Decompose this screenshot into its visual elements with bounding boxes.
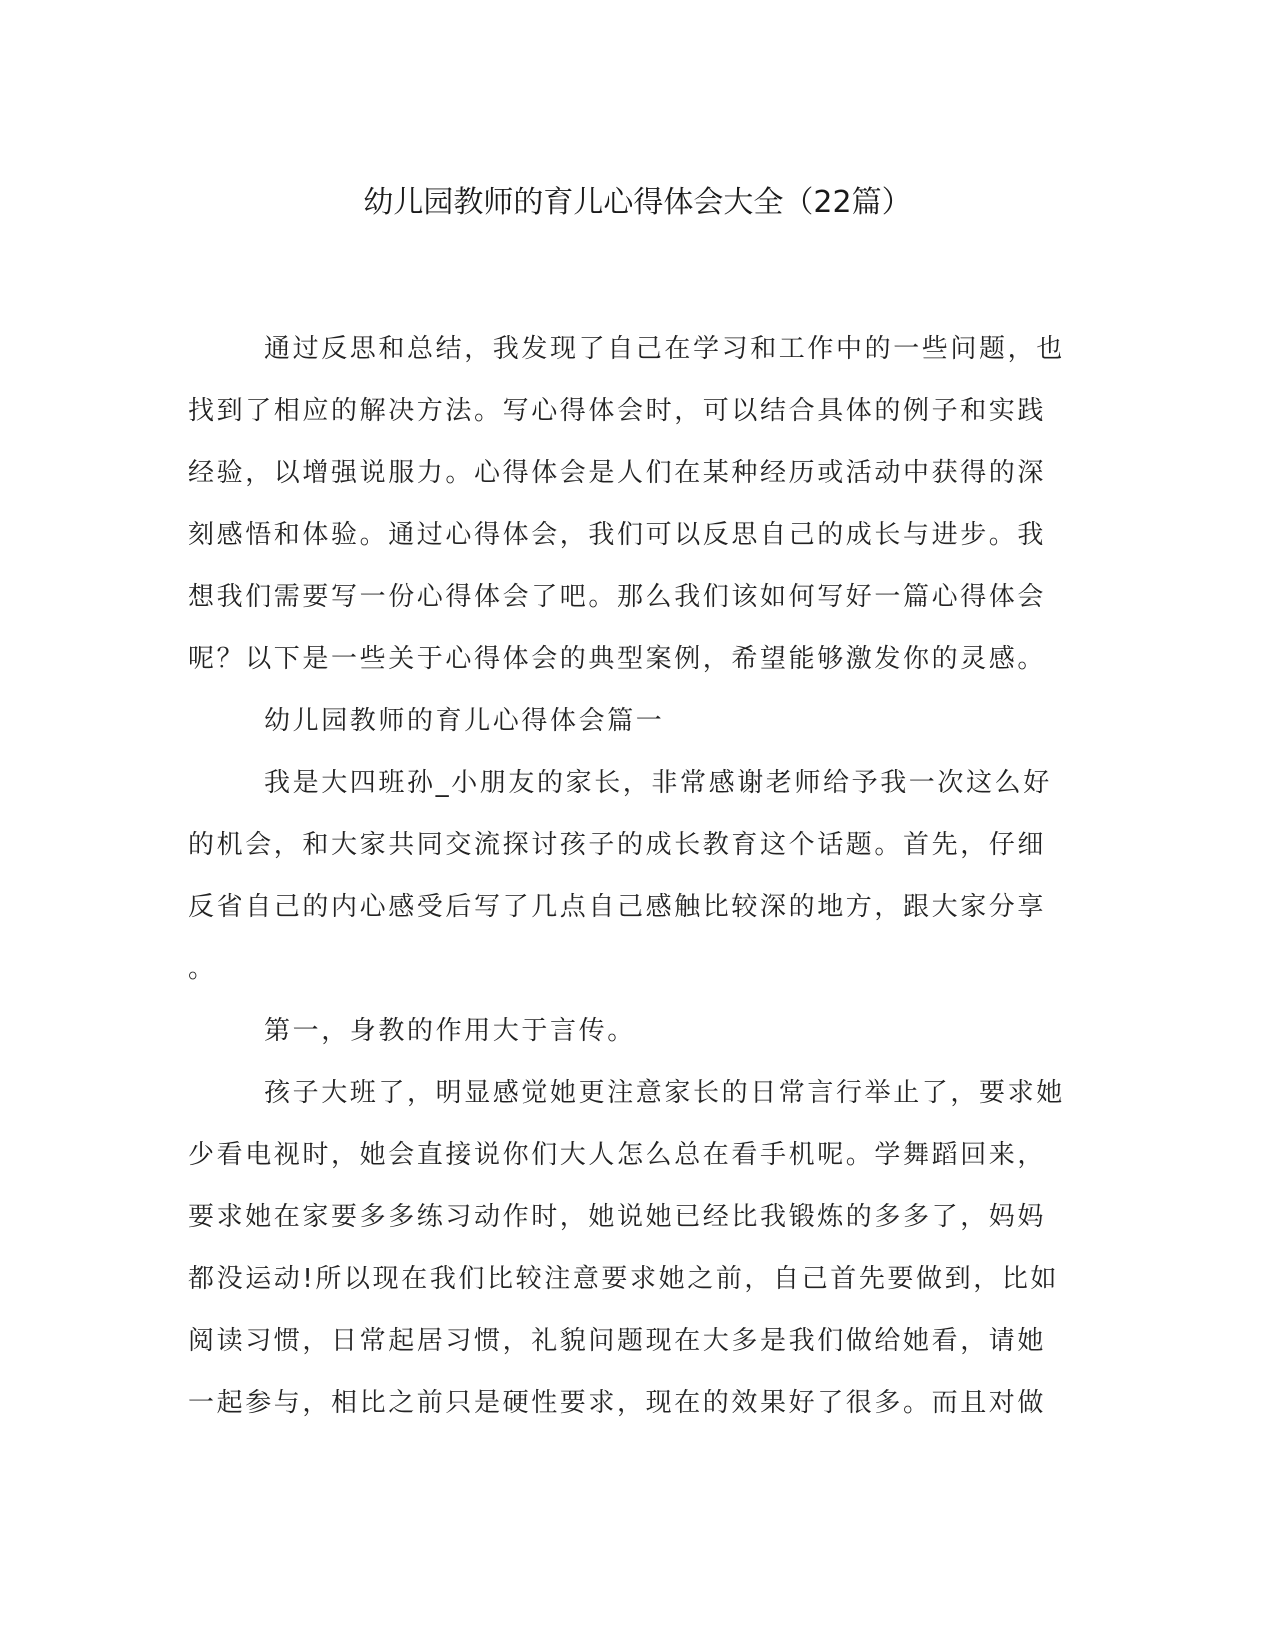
text-line-content: 阅读习惯，日常起居习惯，礼貌问题现在大多是我们做给她看，请她 bbox=[188, 1326, 1047, 1356]
text-line bbox=[188, 577, 1068, 639]
text-line bbox=[188, 763, 1068, 825]
text-line bbox=[188, 1197, 1068, 1259]
text-line bbox=[188, 515, 1068, 577]
text-line-content: 反省自己的内心感受后写了几点自己感触比较深的地方，跟大家分享 bbox=[188, 892, 1047, 922]
text-line bbox=[188, 453, 1068, 515]
text-line-content: 刻感悟和体验。通过心得体会，我们可以反思自己的成长与进步。我 bbox=[188, 520, 1047, 550]
text-line bbox=[188, 329, 1068, 391]
text-line bbox=[188, 639, 1068, 701]
text-line-content: 。 bbox=[188, 954, 217, 984]
text-line-content: 一起参与，相比之前只是硬性要求，现在的效果好了很多。而且对做 bbox=[188, 1388, 1047, 1418]
text-line bbox=[188, 701, 1068, 763]
document-body bbox=[188, 329, 1068, 1445]
text-line bbox=[188, 1011, 1068, 1073]
text-line bbox=[188, 1135, 1068, 1197]
text-line-content: 少看电视时，她会直接说你们大人怎么总在看手机呢。学舞蹈回来， bbox=[188, 1140, 1047, 1170]
text-line-content: 第一，身教的作用大于言传。 bbox=[264, 1016, 636, 1046]
text-line-content: 经验，以增强说服力。心得体会是人们在某种经历或活动中获得的深 bbox=[188, 458, 1047, 488]
text-line bbox=[188, 1383, 1068, 1445]
text-line bbox=[188, 825, 1068, 887]
text-line bbox=[188, 949, 1068, 1011]
text-line-content: 都没运动!所以现在我们比较注意要求她之前，自己首先要做到，比如 bbox=[188, 1264, 1060, 1294]
text-line-content: 要求她在家要多多练习动作时，她说她已经比我锻炼的多多了，妈妈 bbox=[188, 1202, 1047, 1232]
text-line-content: 幼儿园教师的育儿心得体会篇一 bbox=[264, 706, 665, 736]
text-line bbox=[188, 1259, 1068, 1321]
text-line-content: 通过反思和总结，我发现了自己在学习和工作中的一些问题，也 bbox=[264, 334, 1065, 364]
text-line-content: 呢？以下是一些关于心得体会的典型案例，希望能够激发你的灵感。 bbox=[188, 644, 1047, 674]
text-line-content: 找到了相应的解决方法。写心得体会时，可以结合具体的例子和实践 bbox=[188, 396, 1047, 426]
text-line-content: 的机会，和大家共同交流探讨孩子的成长教育这个话题。首先，仔细 bbox=[188, 830, 1047, 860]
text-line-content: 孩子大班了，明显感觉她更注意家长的日常言行举止了，要求她 bbox=[264, 1078, 1065, 1108]
text-line bbox=[188, 1073, 1068, 1135]
text-line bbox=[188, 1321, 1068, 1383]
text-line bbox=[188, 887, 1068, 949]
text-line-content: 想我们需要写一份心得体会了吧。那么我们该如何写好一篇心得体会 bbox=[188, 582, 1047, 612]
text-line bbox=[188, 391, 1068, 453]
document-title: 幼儿园教师的育儿心得体会大全（22篇） bbox=[363, 185, 912, 220]
text-line-content: 我是大四班孙_小朋友的家长，非常感谢老师给予我一次这么好 bbox=[264, 768, 1052, 798]
